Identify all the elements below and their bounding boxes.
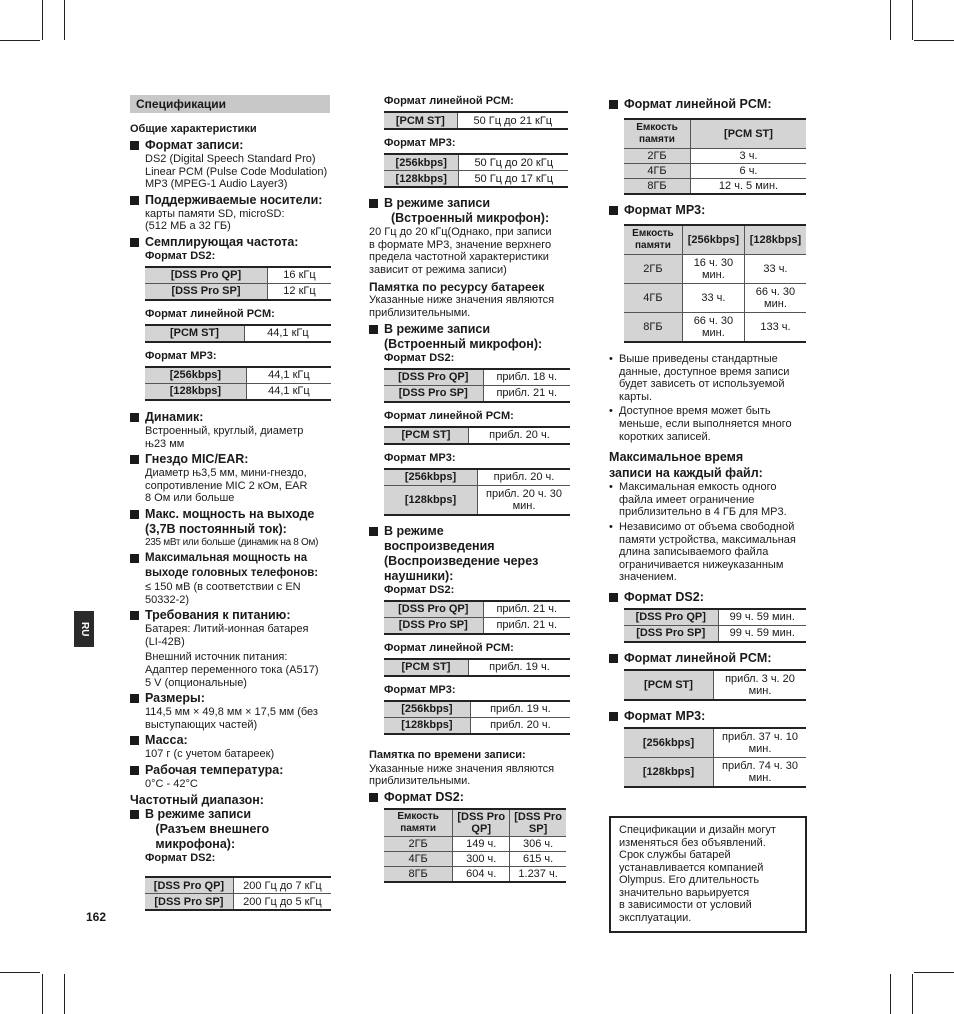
disclaimer-box: Спецификации и дизайн могут изменяться без объявлений. Срок службы батарей устанавливается компанией Olympus. Его длительность значительно варьируется в зависимости от условий эксплуатации. [609, 816, 807, 933]
square-bullet-icon [369, 325, 378, 334]
crop-mark [890, 0, 891, 40]
spec-heading: В режиме записи (Разъем внешнего микрофона): [130, 807, 330, 852]
spec-value: Внешний источник питания: Адаптер переменного тока (A517) 5 V (опциональные) [145, 651, 319, 689]
format-label: Формат DS2: [384, 351, 455, 364]
spec-value: ≤ 150 мВ (в соответствии с EN 50332-2) [145, 580, 301, 606]
spec-heading: Формат DS2: [369, 790, 569, 805]
spec-value: Батарея: Литий-ионная батарея (LI-42B) [145, 623, 309, 648]
format-label: Формат линейной PCM: [384, 409, 514, 422]
spec-value: 235 мВт или больше (динамик на 8 Ом) [145, 536, 319, 548]
square-bullet-icon [130, 455, 139, 464]
crop-mark [0, 40, 40, 41]
spec-table: [256kbps] прибл. 20 ч. [128kbps] прибл. 20 ч. 30 мин. [384, 468, 570, 516]
spec-table: [PCM ST] прибл. 20 ч. [384, 426, 570, 445]
capacity-table: Емкость памяти [256kbps] [128kbps] 2ГБ 16 ч. 30 мин. 33 ч. 4ГБ 33 ч. 66 ч. 30 мин. 8ГБ 66 ч. 30 мин. 133 ч. [624, 224, 806, 343]
battery-note: Указанные ниже значения являются приблизительными. [369, 294, 555, 319]
format-label: Формат MP3: [145, 349, 217, 362]
crop-mark [914, 972, 954, 973]
max-time-heading: Максимальное время записи на каждый файл: [609, 450, 763, 481]
spec-value: 20 Гц до 20 кГц(Однако, при записи в формате MP3, значение верхнего предела частотной характеристики зависит от режима записи) [369, 226, 552, 276]
crop-mark [890, 974, 891, 1014]
spec-heading: В режиме записи (Встроенный микрофон): [369, 322, 569, 352]
column-1 [130, 95, 330, 918]
section-title: Спецификации [130, 95, 330, 113]
format-label: Формат DS2: [145, 249, 216, 262]
spec-heading: Рабочая температура: [130, 763, 330, 778]
format-label: Формат MP3: [384, 137, 456, 149]
spec-heading: Формат линейной PCM: [609, 97, 807, 112]
square-bullet-icon [609, 100, 618, 109]
spec-table: [PCM ST] прибл. 19 ч. [384, 658, 570, 677]
spec-value: DS2 (Digital Speech Standard Pro) Linear PCM (Pulse Code Modulation) MP3 (MPEG-1 Audio Layer3) [145, 153, 328, 191]
square-bullet-icon [130, 766, 139, 775]
spec-value: 0°C - 42°C [145, 777, 198, 790]
note-item: • Независимо от объема свободной памяти устройства, максимальная длина записываемого файла ограничивается нижеуказанным значением. [609, 520, 796, 584]
page-number: 162 [86, 910, 107, 924]
crop-mark [914, 40, 954, 41]
spec-value: 114,5 мм × 49,8 мм × 17,5 мм (без выступающих частей) [145, 706, 318, 731]
format-label: Формат MP3: [384, 683, 456, 696]
crop-mark [42, 0, 43, 40]
square-bullet-icon [369, 793, 378, 802]
spec-table: [DSS Pro QP] прибл. 18 ч. [DSS Pro SP] прибл. 21 ч. [384, 368, 570, 403]
spec-table: [PCM ST] 50 Гц до 21 кГц [384, 111, 568, 130]
note-item: • Выше приведены стандартные данные, доступное время записи будет зависеть от используемой карты. [609, 353, 790, 403]
square-bullet-icon [369, 199, 378, 208]
crop-mark [912, 974, 913, 1014]
spec-table: [DSS Pro QP] 16 кГц [DSS Pro SP] 12 кГц [145, 266, 331, 301]
spec-table: [DSS Pro QP] 200 Гц до 7 кГц [DSS Pro SP] 200 Гц до 5 кГц [145, 876, 331, 911]
format-label: Формат DS2: [145, 852, 216, 865]
square-bullet-icon [130, 196, 139, 205]
format-label: Формат линейной PCM: [145, 307, 275, 320]
format-label: Формат линейной PCM: [384, 641, 514, 654]
square-bullet-icon [609, 712, 618, 721]
spec-heading: Формат записи: [130, 138, 330, 153]
spec-table: [256kbps] прибл. 19 ч. [128kbps] прибл. 20 ч. [384, 700, 570, 735]
square-bullet-icon [130, 810, 139, 819]
crop-mark [42, 974, 43, 1014]
record-time-note: Указанные ниже значения являются приблизительными. [369, 762, 555, 788]
format-label: Формат MP3: [384, 451, 456, 464]
square-bullet-icon [130, 413, 139, 422]
spec-value: Встроенный, круглый, диаметр њ23 мм [145, 424, 304, 450]
spec-table: [PCM ST] 44,1 кГц [145, 324, 331, 343]
square-bullet-icon [369, 527, 378, 536]
spec-value: карты памяти SD, microSD: (512 МБ а 32 ГБ) [145, 207, 285, 233]
spec-heading: Размеры: [130, 691, 330, 706]
square-bullet-icon [609, 593, 618, 602]
spec-table: [PCM ST] прибл. 3 ч. 20 мин. [624, 669, 806, 701]
crop-mark [64, 0, 65, 40]
spec-heading: Формат линейной PCM: [609, 651, 807, 666]
capacity-table: Емкость памяти [PCM ST] 2ГБ 3 ч. 4ГБ 6 ч. 8ГБ 12 ч. 5 мин. [624, 118, 806, 195]
spec-heading: Максимальная мощность на выходе головных телефонов: [130, 551, 330, 581]
column-2 [369, 95, 569, 890]
spec-heading: В режиме воспроизведения (Воспроизведение через наушники): [369, 524, 569, 584]
spec-value: Диаметр њ3,5 мм, мини-гнездо, сопротивление MIC 2 кОм, EAR 8 Ом или больше [145, 467, 308, 505]
spec-heading: Поддерживаемые носители: [130, 193, 330, 208]
square-bullet-icon [130, 736, 139, 745]
square-bullet-icon [609, 206, 618, 215]
spec-table: [256kbps] 44,1 кГц [128kbps] 44,1 кГц [145, 366, 331, 401]
crop-mark [0, 972, 40, 973]
spec-table: [DSS Pro QP] прибл. 21 ч. [DSS Pro SP] прибл. 21 ч. [384, 600, 570, 635]
format-label: Формат линейной PCM: [384, 95, 514, 107]
spec-heading: Семплирующая частота: [130, 235, 330, 250]
square-bullet-icon [130, 510, 139, 519]
square-bullet-icon [609, 654, 618, 663]
crop-mark [912, 0, 913, 40]
battery-heading: Памятка по ресурсу батареек [369, 280, 545, 295]
spec-heading: В режиме записи (Встроенный микрофон): [369, 196, 569, 226]
spec-value: 107 г (с учетом батареек) [145, 748, 275, 761]
spec-heading: Требования к питанию: [130, 608, 330, 623]
spec-heading: Динамик: [130, 410, 330, 425]
spec-table: [DSS Pro QP] 99 ч. 59 мин. [DSS Pro SP] 99 ч. 59 мин. [624, 608, 806, 643]
note-item: • Доступное время может быть меньше, если выполняется много коротких записей. [609, 405, 792, 443]
crop-mark [64, 974, 65, 1014]
spec-table: [256kbps] 50 Гц до 20 кГц [128kbps] 50 Гц до 17 кГц [384, 153, 568, 188]
spec-heading: Масса: [130, 733, 330, 748]
language-tab: RU [74, 611, 94, 647]
square-bullet-icon [130, 238, 139, 247]
spec-table: [256kbps] прибл. 37 ч. 10 мин. [128kbps] прибл. 74 ч. 30 мин. [624, 727, 806, 788]
spec-heading: Макс. мощность на выходе (3,7В постоянный ток): [130, 507, 330, 537]
spec-heading: Формат DS2: [609, 590, 807, 605]
spec-heading: Гнездо MIC/EAR: [130, 452, 330, 467]
square-bullet-icon [130, 611, 139, 620]
square-bullet-icon [130, 554, 139, 563]
capacity-table: Емкость памяти [DSS Pro QP] [DSS Pro SP] 2ГБ 149 ч. 306 ч. 4ГБ 300 ч. 615 ч. 8ГБ 604 ч. 1.237 ч. [384, 808, 566, 883]
frequency-heading: Частотный диапазон: [130, 793, 264, 808]
format-label: Формат DS2: [384, 583, 455, 596]
spec-heading: Формат MP3: [609, 203, 807, 218]
square-bullet-icon [130, 141, 139, 150]
column-3 [609, 95, 807, 933]
spec-heading: Формат MP3: [609, 709, 807, 724]
record-time-heading: Памятка по времени записи: [369, 748, 526, 761]
square-bullet-icon [130, 694, 139, 703]
note-item: • Максимальная емкость одного файла имеет ограничение приблизительно в 4 ГБ для MP3. [609, 481, 787, 519]
general-heading: Общие характеристики [130, 123, 257, 135]
